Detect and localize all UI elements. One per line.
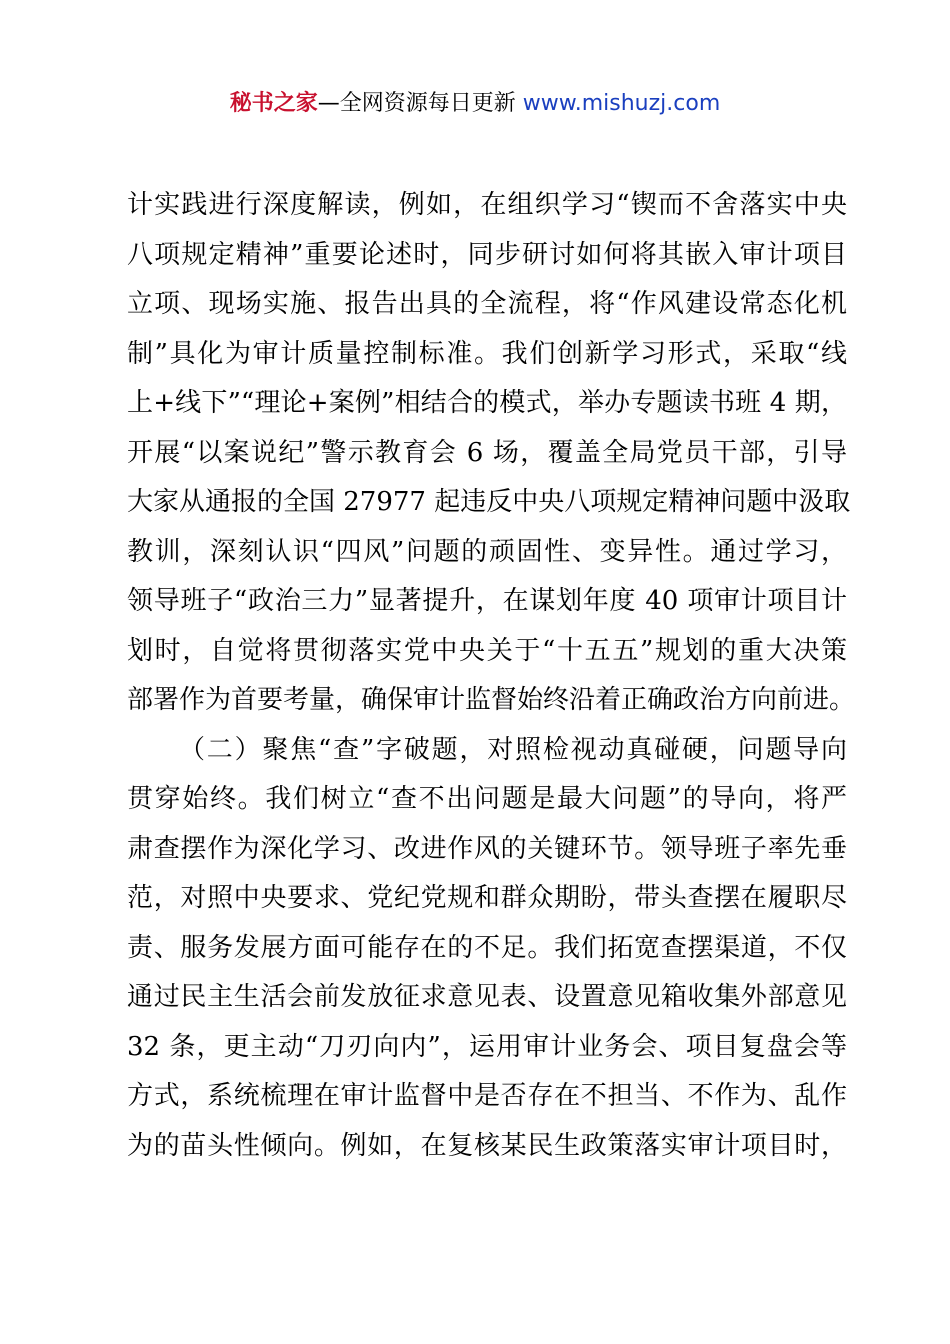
header-tagline: —全网资源每日更新: [317, 91, 516, 116]
text-line: 责、服务发展方面可能存在的不足。我们拓宽查摆渠道，不仅: [127, 932, 847, 963]
header-url[interactable]: www.mishuzj.com: [522, 91, 721, 116]
text-line: 32 条，更主动“刀刃向内”，运用审计业务会、项目复盘会等: [127, 1031, 847, 1062]
text-line: 范，对照中央要求、党纪党规和群众期盼，带头查摆在履职尽: [127, 883, 847, 913]
text-line: 贯穿始终。我们树立“查不出问题是最大问题”的导向，将严: [127, 784, 847, 814]
text-line: 通过民主生活会前发放征求意见表、设置意见箱收集外部意见: [127, 982, 847, 1012]
text-line: 制”具化为审计质量控制标准。我们创新学习形式，采取“线: [127, 338, 847, 369]
text-line: 为的苗头性倾向。例如，在复核某民生政策落实审计项目时，: [127, 1130, 847, 1161]
document-body: [127, 181, 856, 1171]
text-line: 计实践进行深度解读，例如，在组织学习“锲而不舍落实中央: [127, 190, 847, 220]
text-line: 立项、现场实施、报告出具的全流程，将“作风建设常态化机: [127, 289, 847, 319]
text-line: 教训，深刻认识“四风”问题的顽固性、变异性。通过学习，: [127, 536, 847, 567]
text-line: 划时，自觉将贯彻落实党中央关于“十五五”规划的重大决策: [127, 635, 847, 666]
header-brand: 秘书之家: [229, 91, 318, 116]
paragraph-start-line: （二）聚焦“查”字破题，对照检视动真碰硬，问题导向: [179, 734, 847, 765]
text-line: 肃查摆作为深化学习、改进作风的关键环节。领导班子率先垂: [127, 833, 847, 864]
text-line: 上+线下”“理论+案例”相结合的模式，举办专题读书班 4 期，: [127, 388, 847, 418]
page-header: [0, 88, 950, 120]
text-line: 部署作为首要考量，确保审计监督始终沿着正确政治方向前进。: [127, 685, 856, 715]
text-line: 开展“以案说纪”警示教育会 6 场，覆盖全局党员干部，引导: [127, 437, 847, 468]
text-line: 大家从通报的全国 27977 起违反中央八项规定精神问题中汲取: [127, 487, 851, 517]
text-line: 领导班子“政治三力”显著提升，在谋划年度 40 项审计项目计: [127, 586, 847, 616]
text-line: 方式，系统梳理在审计监督中是否存在不担当、不作为、乱作: [127, 1081, 847, 1111]
text-line: 八项规定精神”重要论述时，同步研讨如何将其嵌入审计项目: [127, 239, 847, 270]
